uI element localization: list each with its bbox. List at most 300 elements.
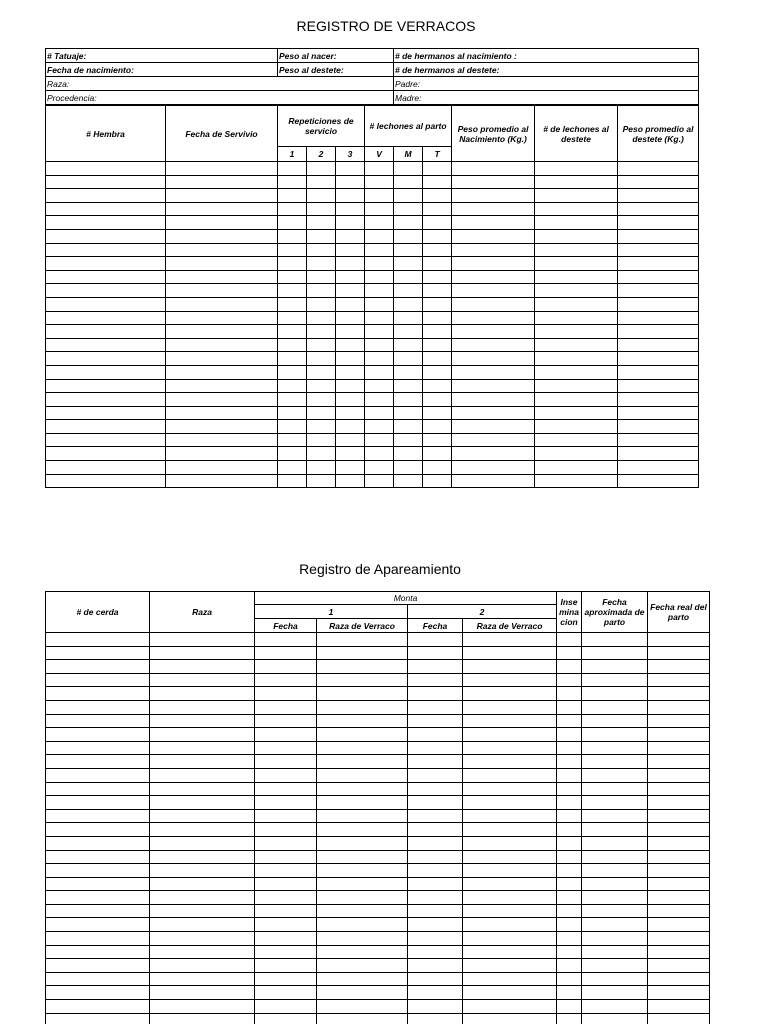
table-cell[interactable]	[618, 243, 699, 257]
table-cell[interactable]	[452, 162, 535, 176]
table-cell[interactable]	[365, 474, 394, 488]
table-cell[interactable]	[557, 1000, 582, 1014]
table-cell[interactable]	[408, 945, 463, 959]
table-cell[interactable]	[535, 162, 618, 176]
table-cell[interactable]	[166, 393, 278, 407]
table-cell[interactable]	[46, 959, 150, 973]
table-cell[interactable]	[150, 959, 255, 973]
table-cell[interactable]	[648, 864, 710, 878]
table-cell[interactable]	[317, 904, 408, 918]
table-cell[interactable]	[648, 1000, 710, 1014]
table-cell[interactable]	[46, 918, 150, 932]
table-cell[interactable]	[423, 243, 452, 257]
table-cell[interactable]	[166, 406, 278, 420]
table-cell[interactable]	[46, 297, 166, 311]
table-cell[interactable]	[394, 406, 423, 420]
table-cell[interactable]	[394, 474, 423, 488]
table-cell[interactable]	[46, 728, 150, 742]
table-cell[interactable]	[365, 420, 394, 434]
table-cell[interactable]	[307, 461, 336, 475]
table-cell[interactable]	[557, 633, 582, 647]
table-cell[interactable]	[307, 216, 336, 230]
table-cell[interactable]	[307, 189, 336, 203]
table-cell[interactable]	[336, 406, 365, 420]
table-cell[interactable]	[582, 904, 648, 918]
table-cell[interactable]	[463, 986, 557, 1000]
hermanos-destete-field[interactable]: # de hermanos al destete:	[394, 63, 699, 77]
table-cell[interactable]	[336, 257, 365, 271]
table-cell[interactable]	[365, 229, 394, 243]
table-cell[interactable]	[408, 1000, 463, 1014]
table-cell[interactable]	[582, 646, 648, 660]
table-cell[interactable]	[535, 311, 618, 325]
fecha-nacimiento-field[interactable]: Fecha de nacimiento:	[46, 63, 278, 77]
table-cell[interactable]	[46, 850, 150, 864]
table-cell[interactable]	[336, 352, 365, 366]
table-cell[interactable]	[423, 379, 452, 393]
table-cell[interactable]	[166, 311, 278, 325]
table-cell[interactable]	[618, 202, 699, 216]
table-cell[interactable]	[557, 768, 582, 782]
table-cell[interactable]	[582, 714, 648, 728]
table-cell[interactable]	[166, 365, 278, 379]
table-cell[interactable]	[46, 243, 166, 257]
table-cell[interactable]	[150, 673, 255, 687]
table-cell[interactable]	[423, 393, 452, 407]
table-cell[interactable]	[317, 959, 408, 973]
table-cell[interactable]	[317, 714, 408, 728]
table-cell[interactable]	[557, 918, 582, 932]
table-cell[interactable]	[582, 660, 648, 674]
table-cell[interactable]	[582, 1000, 648, 1014]
table-cell[interactable]	[307, 325, 336, 339]
table-cell[interactable]	[535, 216, 618, 230]
table-cell[interactable]	[557, 755, 582, 769]
table-cell[interactable]	[150, 864, 255, 878]
table-cell[interactable]	[452, 189, 535, 203]
table-cell[interactable]	[648, 728, 710, 742]
table-cell[interactable]	[618, 447, 699, 461]
table-cell[interactable]	[365, 202, 394, 216]
table-cell[interactable]	[648, 932, 710, 946]
table-cell[interactable]	[150, 823, 255, 837]
table-cell[interactable]	[278, 474, 307, 488]
table-cell[interactable]	[557, 741, 582, 755]
padre-field[interactable]: Padre:	[394, 77, 699, 91]
table-cell[interactable]	[46, 904, 150, 918]
table-cell[interactable]	[166, 352, 278, 366]
table-cell[interactable]	[166, 257, 278, 271]
peso-destete-field[interactable]: Peso al destete:	[278, 63, 394, 77]
table-cell[interactable]	[394, 352, 423, 366]
table-cell[interactable]	[648, 768, 710, 782]
table-cell[interactable]	[452, 202, 535, 216]
table-cell[interactable]	[307, 175, 336, 189]
table-cell[interactable]	[46, 768, 150, 782]
table-cell[interactable]	[557, 646, 582, 660]
table-cell[interactable]	[46, 782, 150, 796]
table-cell[interactable]	[557, 673, 582, 687]
table-cell[interactable]	[452, 243, 535, 257]
table-cell[interactable]	[307, 257, 336, 271]
table-cell[interactable]	[423, 325, 452, 339]
table-cell[interactable]	[46, 687, 150, 701]
table-cell[interactable]	[557, 972, 582, 986]
table-cell[interactable]	[255, 633, 317, 647]
table-cell[interactable]	[336, 325, 365, 339]
table-cell[interactable]	[423, 284, 452, 298]
table-cell[interactable]	[46, 1013, 150, 1024]
table-cell[interactable]	[317, 809, 408, 823]
table-cell[interactable]	[365, 352, 394, 366]
table-cell[interactable]	[618, 365, 699, 379]
table-cell[interactable]	[255, 768, 317, 782]
table-cell[interactable]	[408, 850, 463, 864]
table-cell[interactable]	[648, 904, 710, 918]
table-cell[interactable]	[150, 1013, 255, 1024]
table-cell[interactable]	[336, 311, 365, 325]
table-cell[interactable]	[46, 714, 150, 728]
table-cell[interactable]	[452, 338, 535, 352]
table-cell[interactable]	[618, 229, 699, 243]
table-cell[interactable]	[336, 270, 365, 284]
table-cell[interactable]	[557, 1013, 582, 1024]
table-cell[interactable]	[463, 646, 557, 660]
table-cell[interactable]	[582, 755, 648, 769]
table-cell[interactable]	[557, 904, 582, 918]
table-cell[interactable]	[535, 474, 618, 488]
table-cell[interactable]	[46, 270, 166, 284]
table-cell[interactable]	[365, 162, 394, 176]
table-cell[interactable]	[557, 891, 582, 905]
table-cell[interactable]	[408, 687, 463, 701]
table-cell[interactable]	[452, 461, 535, 475]
table-cell[interactable]	[317, 891, 408, 905]
table-cell[interactable]	[278, 406, 307, 420]
table-cell[interactable]	[582, 809, 648, 823]
table-cell[interactable]	[408, 646, 463, 660]
table-cell[interactable]	[278, 447, 307, 461]
table-cell[interactable]	[557, 864, 582, 878]
table-cell[interactable]	[648, 660, 710, 674]
table-cell[interactable]	[463, 782, 557, 796]
table-cell[interactable]	[336, 202, 365, 216]
table-cell[interactable]	[46, 257, 166, 271]
table-cell[interactable]	[582, 836, 648, 850]
table-cell[interactable]	[166, 284, 278, 298]
table-cell[interactable]	[336, 461, 365, 475]
table-cell[interactable]	[365, 270, 394, 284]
table-cell[interactable]	[535, 229, 618, 243]
table-cell[interactable]	[317, 728, 408, 742]
table-cell[interactable]	[557, 932, 582, 946]
table-cell[interactable]	[46, 189, 166, 203]
table-cell[interactable]	[365, 338, 394, 352]
table-cell[interactable]	[336, 447, 365, 461]
table-cell[interactable]	[317, 823, 408, 837]
table-cell[interactable]	[618, 433, 699, 447]
table-cell[interactable]	[46, 379, 166, 393]
table-cell[interactable]	[46, 162, 166, 176]
table-cell[interactable]	[618, 257, 699, 271]
table-cell[interactable]	[255, 1013, 317, 1024]
table-cell[interactable]	[255, 700, 317, 714]
table-cell[interactable]	[166, 243, 278, 257]
table-cell[interactable]	[255, 864, 317, 878]
table-cell[interactable]	[365, 216, 394, 230]
table-cell[interactable]	[150, 809, 255, 823]
table-cell[interactable]	[452, 352, 535, 366]
table-cell[interactable]	[648, 755, 710, 769]
table-cell[interactable]	[394, 311, 423, 325]
table-cell[interactable]	[423, 406, 452, 420]
table-cell[interactable]	[618, 325, 699, 339]
table-cell[interactable]	[452, 216, 535, 230]
table-cell[interactable]	[46, 755, 150, 769]
table-cell[interactable]	[423, 216, 452, 230]
table-cell[interactable]	[648, 1013, 710, 1024]
table-cell[interactable]	[648, 850, 710, 864]
table-cell[interactable]	[166, 162, 278, 176]
table-cell[interactable]	[582, 864, 648, 878]
table-cell[interactable]	[618, 297, 699, 311]
table-cell[interactable]	[307, 420, 336, 434]
table-cell[interactable]	[452, 433, 535, 447]
table-cell[interactable]	[317, 687, 408, 701]
table-cell[interactable]	[255, 972, 317, 986]
table-cell[interactable]	[618, 379, 699, 393]
table-cell[interactable]	[582, 891, 648, 905]
table-cell[interactable]	[394, 189, 423, 203]
table-cell[interactable]	[463, 714, 557, 728]
table-cell[interactable]	[307, 447, 336, 461]
table-cell[interactable]	[150, 768, 255, 782]
table-cell[interactable]	[307, 284, 336, 298]
table-cell[interactable]	[394, 243, 423, 257]
table-cell[interactable]	[618, 216, 699, 230]
table-cell[interactable]	[408, 986, 463, 1000]
table-cell[interactable]	[618, 406, 699, 420]
table-cell[interactable]	[408, 877, 463, 891]
table-cell[interactable]	[408, 768, 463, 782]
table-cell[interactable]	[46, 932, 150, 946]
table-cell[interactable]	[150, 755, 255, 769]
table-cell[interactable]	[557, 796, 582, 810]
table-cell[interactable]	[408, 972, 463, 986]
table-cell[interactable]	[452, 379, 535, 393]
table-cell[interactable]	[463, 728, 557, 742]
table-cell[interactable]	[317, 1013, 408, 1024]
table-cell[interactable]	[336, 175, 365, 189]
table-cell[interactable]	[365, 393, 394, 407]
table-cell[interactable]	[463, 809, 557, 823]
tatuaje-field[interactable]: # Tatuaje:	[46, 49, 278, 63]
table-cell[interactable]	[423, 229, 452, 243]
table-cell[interactable]	[150, 972, 255, 986]
table-cell[interactable]	[648, 945, 710, 959]
table-cell[interactable]	[648, 986, 710, 1000]
table-cell[interactable]	[278, 229, 307, 243]
table-cell[interactable]	[648, 714, 710, 728]
table-cell[interactable]	[166, 379, 278, 393]
table-cell[interactable]	[408, 700, 463, 714]
table-cell[interactable]	[278, 270, 307, 284]
table-cell[interactable]	[166, 447, 278, 461]
table-cell[interactable]	[408, 633, 463, 647]
table-cell[interactable]	[278, 216, 307, 230]
table-cell[interactable]	[307, 352, 336, 366]
table-cell[interactable]	[557, 877, 582, 891]
table-cell[interactable]	[408, 904, 463, 918]
table-cell[interactable]	[166, 433, 278, 447]
table-cell[interactable]	[408, 660, 463, 674]
table-cell[interactable]	[394, 297, 423, 311]
table-cell[interactable]	[557, 809, 582, 823]
table-cell[interactable]	[557, 782, 582, 796]
table-cell[interactable]	[394, 270, 423, 284]
table-cell[interactable]	[365, 243, 394, 257]
table-cell[interactable]	[618, 270, 699, 284]
table-cell[interactable]	[408, 728, 463, 742]
table-cell[interactable]	[452, 284, 535, 298]
table-cell[interactable]	[582, 850, 648, 864]
table-cell[interactable]	[150, 687, 255, 701]
table-cell[interactable]	[150, 796, 255, 810]
table-cell[interactable]	[582, 687, 648, 701]
table-cell[interactable]	[648, 823, 710, 837]
table-cell[interactable]	[317, 877, 408, 891]
table-cell[interactable]	[255, 986, 317, 1000]
table-cell[interactable]	[463, 891, 557, 905]
table-cell[interactable]	[557, 660, 582, 674]
table-cell[interactable]	[317, 932, 408, 946]
table-cell[interactable]	[166, 420, 278, 434]
table-cell[interactable]	[166, 325, 278, 339]
table-cell[interactable]	[166, 461, 278, 475]
table-cell[interactable]	[255, 918, 317, 932]
table-cell[interactable]	[557, 700, 582, 714]
table-cell[interactable]	[463, 741, 557, 755]
table-cell[interactable]	[365, 325, 394, 339]
table-cell[interactable]	[278, 311, 307, 325]
table-cell[interactable]	[365, 365, 394, 379]
table-cell[interactable]	[150, 891, 255, 905]
table-cell[interactable]	[317, 836, 408, 850]
table-cell[interactable]	[307, 365, 336, 379]
table-cell[interactable]	[423, 270, 452, 284]
table-cell[interactable]	[336, 420, 365, 434]
table-cell[interactable]	[648, 700, 710, 714]
table-cell[interactable]	[46, 877, 150, 891]
table-cell[interactable]	[255, 741, 317, 755]
table-cell[interactable]	[408, 836, 463, 850]
table-cell[interactable]	[46, 229, 166, 243]
table-cell[interactable]	[648, 796, 710, 810]
table-cell[interactable]	[423, 162, 452, 176]
table-cell[interactable]	[582, 959, 648, 973]
table-cell[interactable]	[278, 433, 307, 447]
table-cell[interactable]	[255, 1000, 317, 1014]
table-cell[interactable]	[423, 257, 452, 271]
table-cell[interactable]	[46, 338, 166, 352]
table-cell[interactable]	[648, 959, 710, 973]
table-cell[interactable]	[582, 877, 648, 891]
table-cell[interactable]	[408, 755, 463, 769]
table-cell[interactable]	[255, 755, 317, 769]
table-cell[interactable]	[307, 297, 336, 311]
table-cell[interactable]	[408, 959, 463, 973]
table-cell[interactable]	[317, 768, 408, 782]
table-cell[interactable]	[394, 202, 423, 216]
table-cell[interactable]	[166, 216, 278, 230]
table-cell[interactable]	[46, 433, 166, 447]
table-cell[interactable]	[423, 311, 452, 325]
table-cell[interactable]	[46, 741, 150, 755]
raza-field[interactable]: Raza:	[46, 77, 394, 91]
table-cell[interactable]	[150, 646, 255, 660]
table-cell[interactable]	[46, 216, 166, 230]
table-cell[interactable]	[317, 782, 408, 796]
table-cell[interactable]	[463, 932, 557, 946]
table-cell[interactable]	[463, 1000, 557, 1014]
table-cell[interactable]	[452, 420, 535, 434]
table-cell[interactable]	[452, 474, 535, 488]
table-cell[interactable]	[365, 406, 394, 420]
table-cell[interactable]	[317, 660, 408, 674]
table-cell[interactable]	[394, 433, 423, 447]
table-cell[interactable]	[150, 877, 255, 891]
table-cell[interactable]	[394, 175, 423, 189]
table-cell[interactable]	[336, 433, 365, 447]
table-cell[interactable]	[535, 365, 618, 379]
table-cell[interactable]	[423, 474, 452, 488]
table-cell[interactable]	[336, 338, 365, 352]
table-cell[interactable]	[648, 633, 710, 647]
table-cell[interactable]	[582, 768, 648, 782]
table-cell[interactable]	[46, 673, 150, 687]
table-cell[interactable]	[463, 864, 557, 878]
table-cell[interactable]	[535, 461, 618, 475]
table-cell[interactable]	[255, 782, 317, 796]
table-cell[interactable]	[336, 216, 365, 230]
table-cell[interactable]	[648, 809, 710, 823]
table-cell[interactable]	[463, 904, 557, 918]
table-cell[interactable]	[423, 338, 452, 352]
table-cell[interactable]	[255, 850, 317, 864]
table-cell[interactable]	[46, 352, 166, 366]
table-cell[interactable]	[307, 474, 336, 488]
table-cell[interactable]	[150, 660, 255, 674]
table-cell[interactable]	[278, 338, 307, 352]
table-cell[interactable]	[278, 461, 307, 475]
madre-field[interactable]: Madre:	[394, 91, 699, 105]
table-cell[interactable]	[535, 270, 618, 284]
table-cell[interactable]	[582, 796, 648, 810]
table-cell[interactable]	[307, 270, 336, 284]
table-cell[interactable]	[648, 972, 710, 986]
table-cell[interactable]	[365, 175, 394, 189]
table-cell[interactable]	[317, 918, 408, 932]
table-cell[interactable]	[535, 257, 618, 271]
table-cell[interactable]	[423, 433, 452, 447]
table-cell[interactable]	[255, 728, 317, 742]
table-cell[interactable]	[336, 365, 365, 379]
table-cell[interactable]	[557, 714, 582, 728]
table-cell[interactable]	[408, 809, 463, 823]
table-cell[interactable]	[535, 202, 618, 216]
table-cell[interactable]	[336, 229, 365, 243]
table-cell[interactable]	[463, 918, 557, 932]
